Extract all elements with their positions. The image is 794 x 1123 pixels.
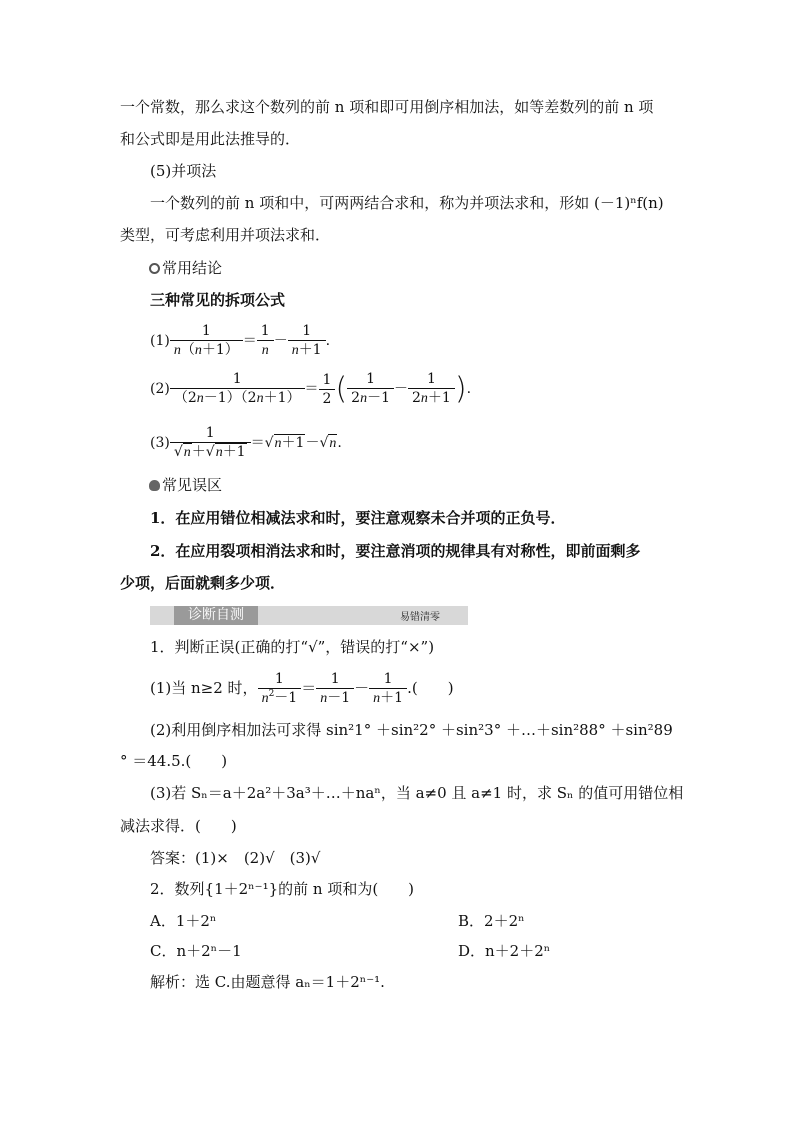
formula-2: (2) $\frac{1}{(2n-1)(2n+1)}$ ＝ $\frac{1}{2}$ ( $\frac{1}{2n-1}$ － $\frac{1}{2n+1}$ ). <box>150 371 472 407</box>
formula-3-label: (3) <box>150 435 170 451</box>
lightbulb-icon <box>149 480 160 491</box>
conclusions-subheading: 三种常见的拆项公式 <box>150 291 286 309</box>
formula-1-label: (1) <box>150 333 170 349</box>
merge-method-line-2: 类型，可考虑利用并项法求和． <box>120 226 331 244</box>
q1-part-2-line-1: (2)利用倒序相加法可求得 sin²1° ＋sin²2° ＋sin²3° ＋…＋sin²88° ＋sin²89 <box>150 721 673 739</box>
mistake-item-2-line-1: 2．在应用裂项相消法求和时，要注意消项的规律具有对称性，即前面剩多 <box>150 542 641 560</box>
merge-method-expression: (－1)ⁿf(n) <box>593 194 664 212</box>
intro-line-1: 一个常数，那么求这个数列的前 n 项和即可用倒序相加法，如等差数列的前 n 项 <box>120 98 654 116</box>
q1-part-3-line-2: 减法求得．( ) <box>120 817 237 835</box>
mistakes-heading-row <box>149 474 676 496</box>
q1-part-1: (1)当 n≥2 时， $\frac{1}{n^2-1}$ ＝ $\frac{1}{n-1}$ － $\frac{1}{n+1}$ .( ) <box>150 671 454 706</box>
banner-title: 诊断自测 <box>174 606 258 625</box>
q2-option-a: A．1＋2ⁿ <box>150 912 217 930</box>
conclusions-heading: 常用结论 <box>162 259 223 277</box>
q2-option-b: B．2＋2ⁿ <box>458 912 525 930</box>
section-banner <box>150 606 468 625</box>
q1-part-3-line-1: (3)若 Sₙ＝a＋2a²＋3a³＋…＋naⁿ，当 a≠0 且 a≠1 时，求 Sₙ 的值可用错位相 <box>150 784 684 802</box>
conclusions-heading-row <box>149 257 676 279</box>
q2-option-d: D．n＋2＋2ⁿ <box>458 942 551 960</box>
target-icon <box>149 263 160 274</box>
q1-stem: 1．判断正误(正确的打“√”，错误的打“×”) <box>150 638 435 656</box>
formula-1: (1) $\frac{1}{n(n+1)}$ ＝ $\frac{1}{n}$ － $\frac{1}{n+1}$ . <box>150 323 331 358</box>
q1-part-2-line-2: ° ＝44.5.( ) <box>120 752 228 770</box>
q2-option-c: C．n＋2ⁿ－1 <box>150 942 242 960</box>
banner-tag: 易错清零 <box>400 612 440 623</box>
mistake-item-2-line-2: 少项，后面就剩多少项． <box>120 574 286 592</box>
q1-part-1-blank: .( ) <box>407 679 454 697</box>
q2-stem: 2．数列{1＋2ⁿ⁻¹}的前 n 项和为( ) <box>150 880 415 898</box>
merge-method-line-1 <box>150 192 664 214</box>
q1-answer: 答案：(1)× (2)√ (3)√ <box>150 849 321 867</box>
intro-line-2: 和公式即是用此法推导的． <box>120 130 301 148</box>
mistake-item-1: 1．在应用错位相减法求和时，要注意观察未合并项的正负号． <box>150 509 566 527</box>
q1-part-1-text: (1)当 n≥2 时， <box>150 679 258 697</box>
formula-2-label: (2) <box>150 381 170 397</box>
merge-method-heading: (5)并项法 <box>150 162 217 180</box>
merge-method-text: 一个数列的前 n 项和中，可两两结合求和，称为并项法求和，形如 <box>150 194 594 212</box>
q2-solution: 解析：选 C.由题意得 aₙ＝1＋2ⁿ⁻¹. <box>150 973 385 991</box>
formula-3: (3) $\frac{1}{√n+√n+1}$ ＝√n＋1－√n. <box>150 425 342 460</box>
mistakes-heading: 常见误区 <box>162 476 223 494</box>
